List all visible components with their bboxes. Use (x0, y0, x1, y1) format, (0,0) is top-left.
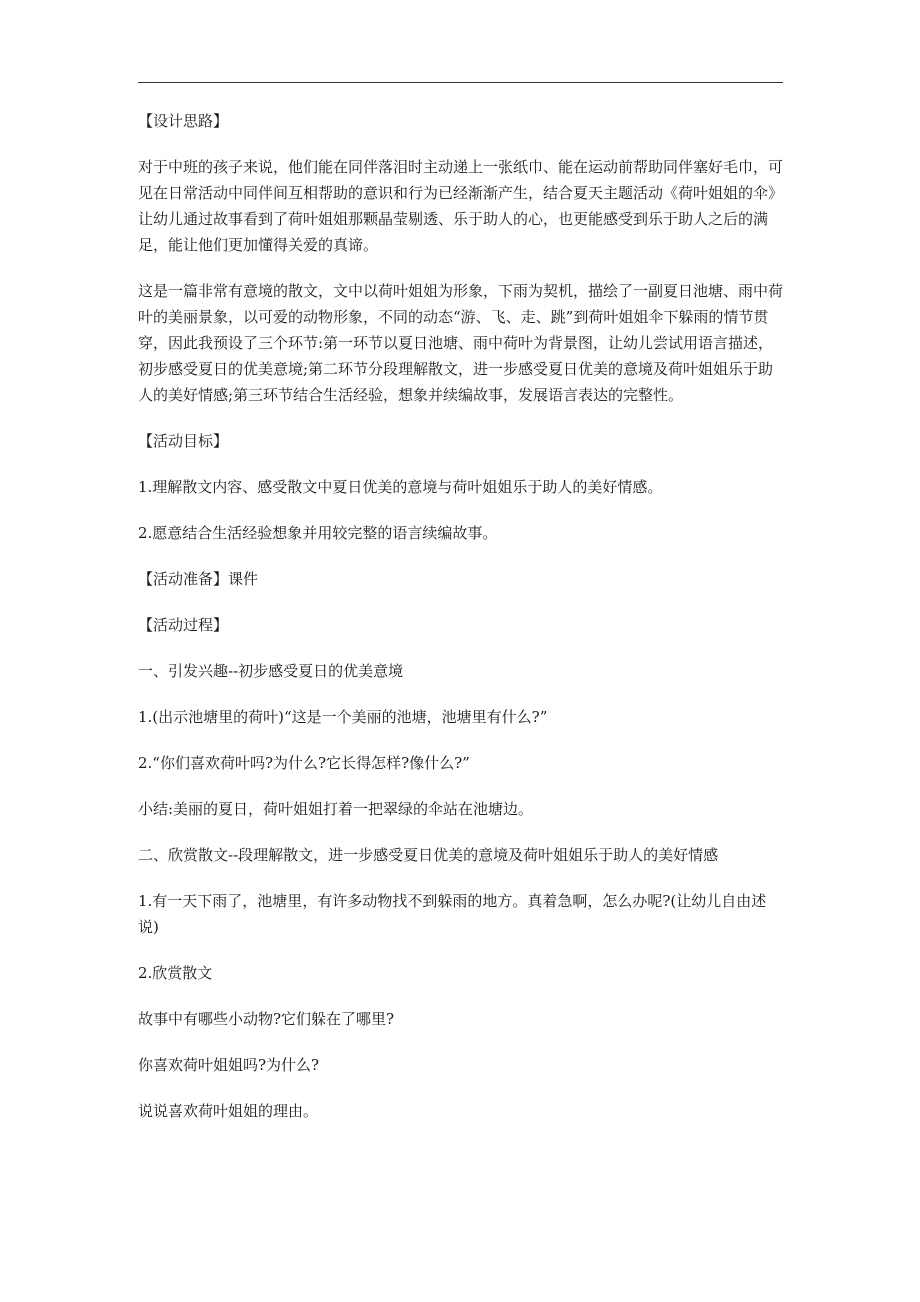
question-3: 说说喜欢荷叶姐姐的理由。 (138, 1102, 319, 1120)
process-step-1-title: 一、引发兴趣--初步感受夏日的优美意境 (138, 662, 404, 680)
process-step-2-title: 二、欣赏散文--段理解散文，进一步感受夏日优美的意境及荷叶姐姐乐于助人的美好情感 (138, 846, 719, 864)
paragraph-design-idea-1: 对于中班的孩子来说，他们能在同伴落泪时主动递上一张纸巾、能在运动前帮助同伴塞好毛巾，可见在日常活动中同伴间互相帮助的意识和行为已经渐渐产生，结合夏天主题活动《荷叶姐姐的伞》让幼儿通过故事看到了荷叶姐姐那颗晶莹剔透、乐于助人的心，也更能感受到乐于助人之后的满足，能让他们更加懂得关爱的真谛。 (138, 158, 784, 254)
document-body (138, 108, 783, 1144)
section-heading-process: 【活动过程】 (138, 616, 229, 634)
header-rule (138, 82, 783, 83)
section-heading-design-idea: 【设计思路】 (138, 112, 229, 130)
process-step-2-item-1: 1.有一天下雨了，池塘里，有许多动物找不到躲雨的地方。真着急啊，怎么办呢?(让幼儿自由述说) (138, 892, 767, 936)
process-step-2-item-2: 2.欣赏散文 (138, 964, 213, 982)
process-step-1-summary: 小结:美丽的夏日，荷叶姐姐打着一把翠绿的伞站在池塘边。 (138, 800, 534, 818)
goal-item-1: 1.理解散文内容、感受散文中夏日优美的意境与荷叶姐姐乐于助人的美好情感。 (138, 478, 663, 496)
process-step-1-item-1: 1.(出示池塘里的荷叶)“这是一个美丽的池塘，池塘里有什么?” (138, 708, 548, 726)
section-heading-goals: 【活动目标】 (138, 432, 229, 450)
question-2: 你喜欢荷叶姐姐吗?为什么? (138, 1056, 320, 1074)
process-step-1-item-2: 2.“你们喜欢荷叶吗?为什么?它长得怎样?像什么?” (138, 754, 470, 772)
paragraph-design-idea-2: 这是一篇非常有意境的散文，文中以荷叶姐姐为形象，下雨为契机，描绘了一副夏日池塘、雨中荷叶的美丽景象，以可爱的动物形象，不同的动态“游、飞、走、跳”到荷叶姐姐伞下躲雨的情节贯穿，因此我预设了三个环节:第一环节以夏日池塘、雨中荷叶为背景图，让幼儿尝试用语言描述，初步感受夏日的优美意境;第二环节分段理解散文，进一步感受夏日优美的意境及荷叶姐姐乐于助人的美好情感;第三环节结合生活经验，想象并续编故事，发展语言表达的完整性。 (138, 282, 784, 404)
goal-item-2: 2.愿意结合生活经验想象并用较完整的语言续编故事。 (138, 524, 498, 542)
section-heading-preparation: 【活动准备】课件 (138, 570, 259, 588)
question-1: 故事中有哪些小动物?它们躲在了哪里? (138, 1010, 395, 1028)
